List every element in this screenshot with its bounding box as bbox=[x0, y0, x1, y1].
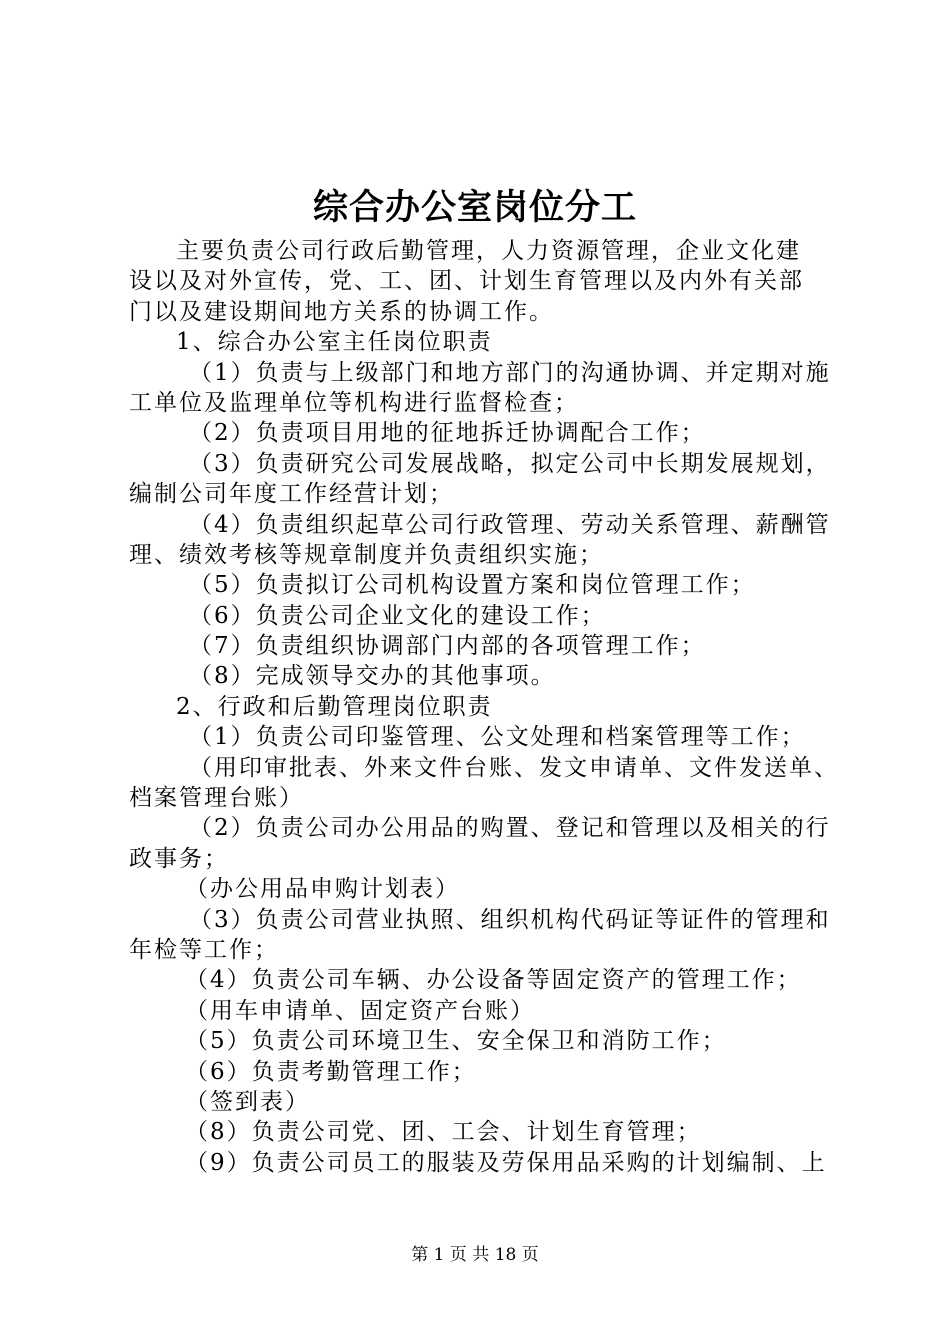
paragraph-line: 主要负责公司行政后勤管理，人力资源管理，企业文化建 bbox=[176, 238, 801, 264]
paragraph-line: 政事务； bbox=[129, 845, 229, 872]
page-number-footer: 第 1 页 共 18 页 bbox=[411, 1245, 539, 1265]
paragraph-line: 设以及对外宣传，党、工、团、计划生育管理以及内外有关部 bbox=[129, 268, 804, 295]
paragraph-line: 工单位及监理单位等机构进行监督检查； bbox=[129, 389, 579, 416]
paragraph-line: 门以及建设期间地方关系的协调工作。 bbox=[129, 298, 554, 325]
paragraph-line: （用车申请单、固定资产台账） bbox=[185, 997, 535, 1024]
paragraph-line: （8）完成领导交办的其他事项。 bbox=[189, 663, 556, 690]
paragraph-line: （签到表） bbox=[185, 1088, 310, 1115]
paragraph-line: （5）负责拟订公司机构设置方案和岗位管理工作； bbox=[189, 572, 756, 599]
paragraph-line: （1）负责公司印鉴管理、公文处理和档案管理等工作； bbox=[189, 724, 806, 751]
paragraph-line: （6）负责公司企业文化的建设工作； bbox=[189, 602, 606, 629]
document-body bbox=[129, 236, 841, 1178]
paragraph-line: （3）负责公司营业执照、组织机构代码证等证件的管理和 bbox=[189, 906, 831, 933]
paragraph-line: （4）负责公司车辆、办公设备等固定资产的管理工作； bbox=[185, 967, 802, 994]
paragraph-line: 编制公司年度工作经营计划； bbox=[129, 481, 454, 508]
section-heading: 2、行政和后勤管理岗位职责 bbox=[176, 693, 493, 720]
section-heading: 1、综合办公室主任岗位职责 bbox=[176, 329, 493, 356]
document-title: 综合办公室岗位分工 bbox=[312, 187, 637, 228]
paragraph-line: （2）负责公司办公用品的购置、登记和管理以及相关的行 bbox=[189, 815, 831, 842]
paragraph-line: （6）负责考勤管理工作； bbox=[185, 1058, 477, 1085]
paragraph-line: （5）负责公司环境卫生、安全保卫和消防工作； bbox=[185, 1028, 727, 1055]
paragraph-line: （4）负责组织起草公司行政管理、劳动关系管理、薪酬管 bbox=[189, 511, 831, 538]
paragraph-line: （用印审批表、外来文件台账、发文申请单、文件发送单、 bbox=[189, 754, 839, 781]
paragraph-line: 年检等工作； bbox=[129, 936, 279, 963]
paragraph-line: （9）负责公司员工的服装及劳保用品采购的计划编制、上 bbox=[185, 1149, 827, 1176]
paragraph-line: 理、绩效考核等规章制度并负责组织实施； bbox=[129, 541, 604, 568]
paragraph-line: （办公用品申购计划表） bbox=[185, 876, 460, 903]
paragraph-line: （1）负责与上级部门和地方部门的沟通协调、并定期对施 bbox=[189, 359, 831, 386]
paragraph-line: （3）负责研究公司发展战略，拟定公司中长期发展规划， bbox=[189, 450, 831, 477]
paragraph-line: （8）负责公司党、团、工会、计划生育管理； bbox=[185, 1119, 702, 1146]
paragraph-line: （2）负责项目用地的征地拆迁协调配合工作； bbox=[189, 420, 706, 447]
paragraph-line: （7）负责组织协调部门内部的各项管理工作； bbox=[189, 633, 706, 660]
paragraph-line: 档案管理台账） bbox=[129, 785, 304, 812]
